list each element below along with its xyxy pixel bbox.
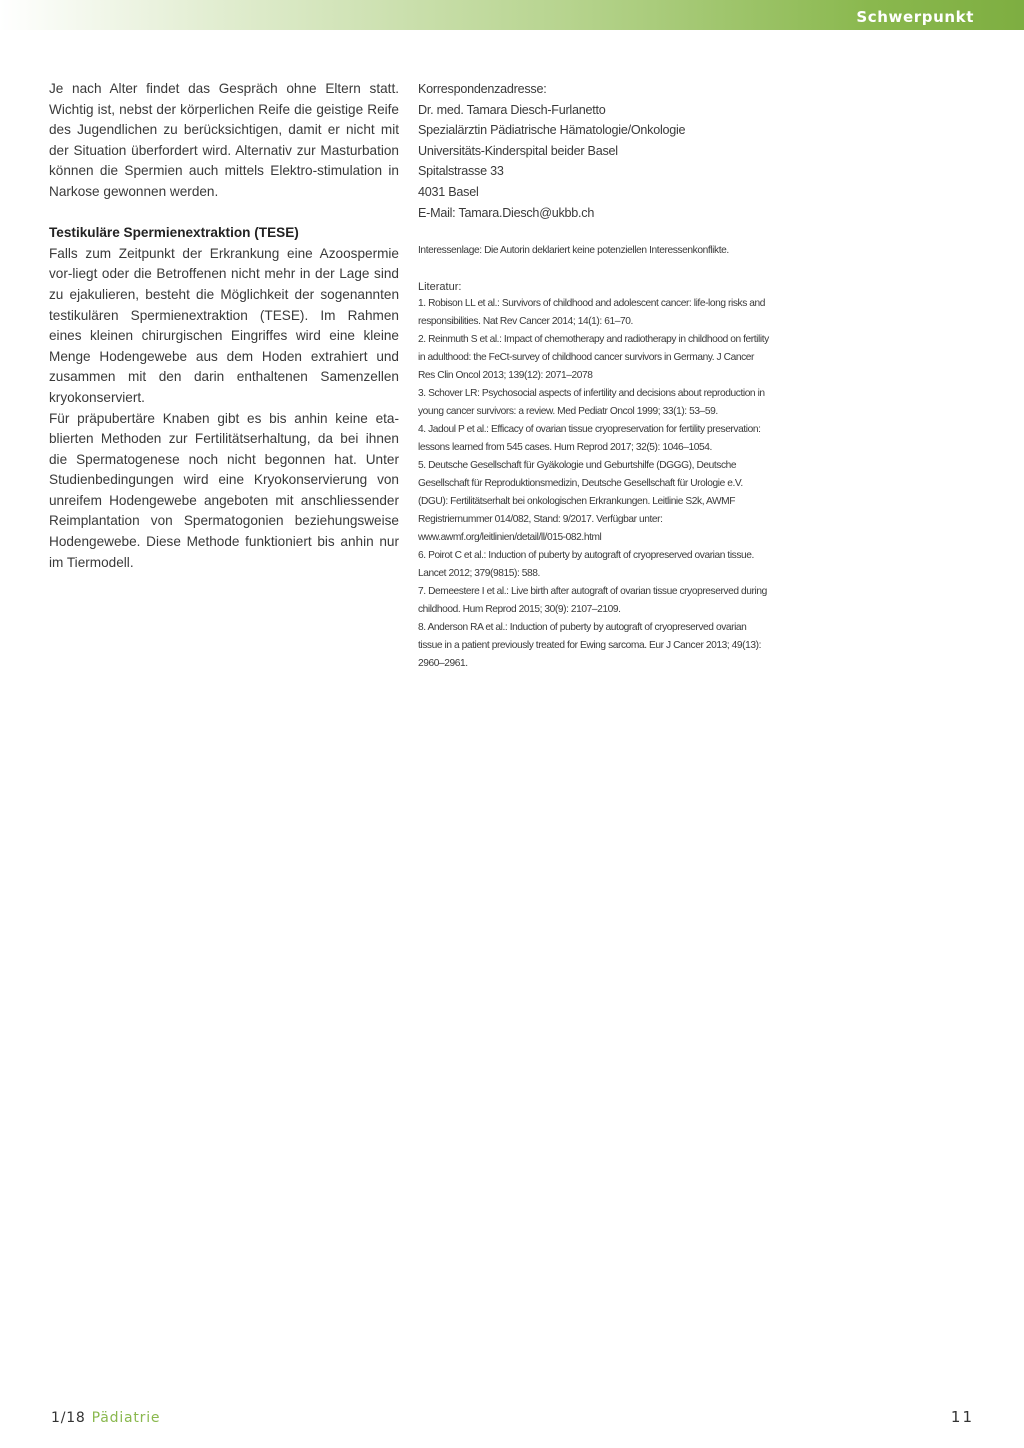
conflict-of-interest: Interessenlage: Die Autorin deklariert keine potenziellen Interessenkonflikte. (418, 245, 729, 257)
correspondence-address (418, 79, 770, 223)
section-heading: Testikuläre Spermienextraktion (TESE) (49, 225, 299, 241)
reference-item: 4. Jadoul P et al.: Efficacy of ovarian tissue cryopreservation for fertility preservation: lessons learned from 545 cases. Hum Reprod 2017; 32(5): 1046–1054. (418, 424, 761, 454)
header-band (0, 0, 1024, 30)
email-line: E-Mail: Tamara.Diesch@ukbb.ch (418, 205, 595, 220)
left-column (49, 79, 399, 573)
reference-item: 3. Schover LR: Psychosocial aspects of infertility and decisions about reproduction in young cancer survivors: a review. Med Pediatr Oncol 1999; 33(1): 53–59. (418, 388, 765, 418)
journal-name: Pädiatrie (91, 1410, 161, 1426)
literature-title: Literatur: (418, 281, 462, 294)
address-line: Universitäts-Kinderspital beider Basel (418, 143, 618, 158)
body-paragraph: Je nach Alter findet das Gespräch ohne Eltern statt. Wichtig ist, nebst der körperlichen Reife die geistige Reife des Jugendlichen zu berücksichtigen, damit er nicht mit der Situation überfordert wird. Alternativ zur Masturbation können die Spermien auch mittels Elektro-stimulation in Narkose gewonnen werden. (49, 81, 399, 199)
address-line: 4031 Basel (418, 184, 479, 199)
reference-item: 7. Demeestere I et al.: Live birth after autograft of ovarian tissue cryopreserved during childhood. Hum Reprod 2015; 30(9): 2107–2109. (418, 586, 767, 616)
page-number: 11 (950, 1408, 974, 1426)
reference-item: 8. Anderson RA et al.: Induction of puberty by autograft of cryopreserved ovarian tissue in a patient previously treated for Ewing sarcoma. Eur J Cancer 2013; 49(13): 2960–2961. (418, 622, 761, 670)
reference-item: 2. Reinmuth S et al.: Impact of chemotherapy and radiotherapy in childhood on fertility in adulthood: the FeCt-survey of childhood cancer survivors in Germany. J Cancer Res Clin Oncol 2013; 139(12): 2071–2078 (418, 334, 769, 382)
address-line: Spitalstrasse 33 (418, 164, 504, 179)
footer (51, 1410, 160, 1426)
address-line: Dr. med. Tamara Diesch-Furlanetto (418, 102, 606, 117)
right-column (418, 79, 770, 673)
address-line: Spezialärztin Pädiatrische Hämatologie/Onkologie (418, 123, 686, 138)
body-paragraph: Für präpubertäre Knaben gibt es bis anhin keine eta-blierten Methoden zur Fertilitätserhaltung, da bei ihnen die Spermatogenese noch nicht begonnen hat. Unter Studienbedingungen wird eine Kryokonservierung von unreifem Hodengewebe angeboten mit anschliessender Reimplantation von Spermatogonien beziehungsweise Hodengewebe. Diese Methode funktioniert bis anhin nur im Tiermodell. (49, 410, 399, 570)
issue-number: 1/18 (51, 1410, 86, 1426)
section-label: Schwerpunkt (856, 8, 974, 26)
reference-item: 1. Robison LL et al.: Survivors of childhood and adolescent cancer: life-long risks and responsibilities. Nat Rev Cancer 2014; 14(1): 61–70. (418, 298, 766, 328)
reference-list (418, 295, 770, 673)
reference-item: 5. Deutsche Gesellschaft für Gyäkologie und Geburtshilfe (DGGG), Deutsche Gesellschaft für Reproduktionsmedizin, Deutsche Gesellschaft für Urologie e.V. (DGU): Fertilitätserhalt bei onkologischen Erkrankungen. Leitlinie S2k, AWMF Registriernummer 014/082, Stand: 9/2017. Verfügbar unter: www.awmf.org/leitlinien/detail/ll/015-082.html (418, 460, 743, 544)
reference-item: 6. Poirot C et al.: Induction of puberty by autograft of cryopreserved ovarian tissue. Lancet 2012; 379(9815): 588. (418, 550, 754, 580)
address-title: Korrespondenzadresse: (418, 82, 547, 96)
body-paragraph: Falls zum Zeitpunkt der Erkrankung eine Azoospermie vor-liegt oder die Betroffenen nicht mehr in der Lage sind zu ejakulieren, besteht die Möglichkeit der sogenannten testikulären Spermienextraktion (TESE). Im Rahmen eines kleinen chirurgischen Eingriffes wird eine kleine Menge Hodengewebe aus dem Hoden extrahiert und zusammen mit den darin enthaltenen Samenzellen kryokonserviert. (49, 245, 399, 405)
